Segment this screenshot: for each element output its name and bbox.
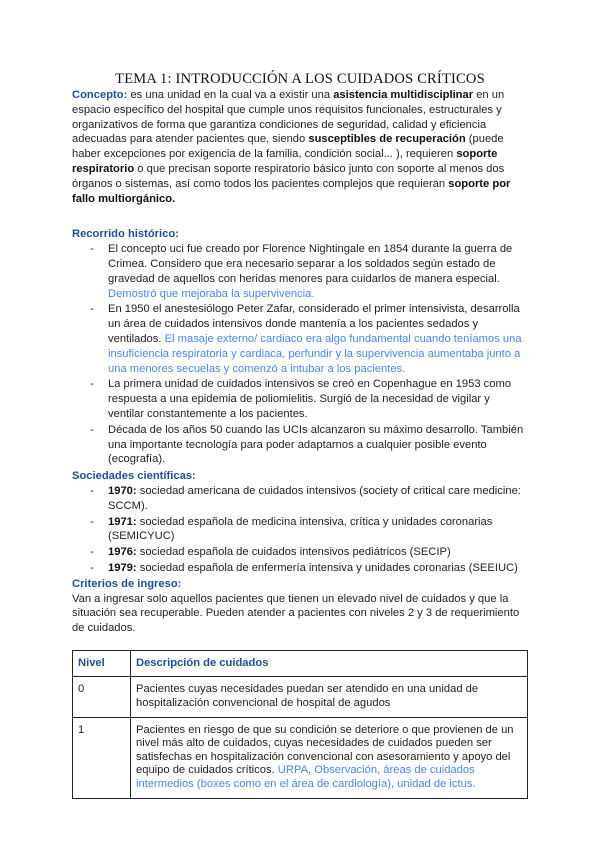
table-row (73, 677, 528, 717)
concepto-bold-1: asistencia multidisciplinar (333, 89, 474, 101)
item-text: En 1950 el anestesiólogo Peter Zafar, considerado el primer intensivista, desarrolla un área de cuidados intensivos donde mantenía a los pacientes sedados y ventilados. (108, 303, 520, 345)
list-item (108, 515, 528, 545)
concepto-bold-2: susceptibles de recuperación (308, 133, 466, 146)
concepto-bold-4: soporte por fallo multiorgánico. (72, 177, 511, 205)
item-text: sociedad española de cuidados intensivos pediátricos (SECIP) (136, 546, 451, 559)
cell-nivel: 1 (73, 717, 131, 798)
concepto-text-2: en un espacio específico del hospital que cumple unos requisitos funcionales, estructurales y organizativos de forma que garantiza condiciones de seguridad, calidad y eficiencia adecuadas para atender pacientes que, siendo (72, 89, 505, 146)
list-item (108, 423, 528, 467)
item-text: sociedad americana de cuidados intensivos (society of critical care medicine: SCCM). (108, 484, 521, 512)
item-note: El masaje externo/ cardiaco era algo fundamental cuando teníamos una insuficiencia respiratoria y cardiaca, perfundir y la supervivencia aumentaba junto a una menores secuelas y comenzó a intubar a los pacientes. (108, 332, 522, 375)
item-year: 1971: (108, 515, 137, 528)
item-text: La primera unidad de cuidados intensivos se creó en Copenhague en 1953 como respuesta a una epidemia de poliomielitis. Surgió de la necesidad de vigilar y ventilar constantemente a los pacientes. (108, 378, 512, 420)
cell-note: URPA, Observación, áreas de cuidados intermedios (boxes como en el área de cardiología), unidad de ictus. (136, 764, 476, 791)
list-item (108, 242, 528, 301)
cell-nivel: 0 (73, 677, 131, 717)
concepto-text-3: (puede haber excepciones por exigencia de la familia, condición social... ), requieren (72, 133, 504, 161)
document-title: TEMA 1: INTRODUCCIÓN A LOS CUIDADOS CRÍTICOS (115, 71, 485, 87)
table-header-nivel: Nivel (73, 650, 131, 677)
sociedades-heading: Sociedades científicas: (72, 470, 196, 483)
item-text: sociedad española de enfermería intensiva y unidades coronarias (SEEIUC) (136, 561, 518, 574)
criterios-paragraph: Van a ingresar solo aquellos pacientes que tienen un elevado nivel de cuidados y que la situación sea recuperable. Pueden atender a pacientes con niveles 2 y 3 de requerimiento de cuidados. (72, 592, 520, 635)
cell-descripcion (131, 677, 528, 717)
item-year: 1976: (108, 546, 137, 559)
item-year: 1979: (108, 561, 137, 574)
cell-text: Pacientes cuyas necesidades puedan ser atendido en una unidad de hospitalización convencional de hospital de agudos (136, 683, 479, 710)
sociedades-list (72, 484, 528, 576)
list-item (108, 302, 528, 376)
list-item (108, 561, 528, 576)
concepto-label: Concepto: (72, 89, 128, 101)
concepto-paragraph (72, 88, 528, 206)
list-item (108, 377, 528, 421)
item-text: Década de los años 50 cuando las UCIs alcanzaron su máximo desarrollo. También una importante tecnología para poder adaptarnos a cualquier posible evento (ecografía). (108, 423, 524, 466)
concepto-text-4: o que precisan soporte respiratorio básico junto con soporte al menos dos órganos o sistemas, así como todos los pacientes complejos que requieran (72, 162, 505, 190)
list-item (108, 484, 528, 514)
concepto-bold-3: soporte respiratorio (72, 148, 498, 175)
table-row (73, 717, 528, 798)
item-text: sociedad española de medicina intensiva, crítica y unidades coronarias (SEMICYUC) (108, 515, 493, 543)
item-text: El concepto uci fue creado por Florence Nightingale en 1854 durante la guerra de Crimea. Considero que era necesario separar a los soldados según estado de gravedad de aquellos con heridas menores para cuidarlos de manera especial. (108, 243, 513, 285)
concepto-text-1: es una unidad en la cual va a existir una (127, 89, 334, 101)
recorrido-list (72, 242, 528, 467)
cell-descripcion (131, 717, 528, 798)
niveles-table (72, 650, 528, 799)
cell-text: Pacientes en riesgo de que su condición se deteriore o que provienen de un nivel más alto de cuidados, cuyas necesidades de cuidados pueden ser satisfechas en hospitalización convencional con asesoramiento y apoyo del equipo de cuidados críticos. (136, 723, 514, 777)
table-header-descripcion: Descripción de cuidados (131, 650, 528, 677)
criterios-heading: Criterios de ingreso: (72, 577, 182, 590)
table-header-row (73, 650, 528, 677)
item-year: 1970: (108, 484, 137, 497)
item-note: Demostró que mejoraba la supervivencia. (108, 287, 315, 300)
list-item (108, 545, 528, 560)
recorrido-heading: Recorrido histórico: (72, 228, 179, 241)
